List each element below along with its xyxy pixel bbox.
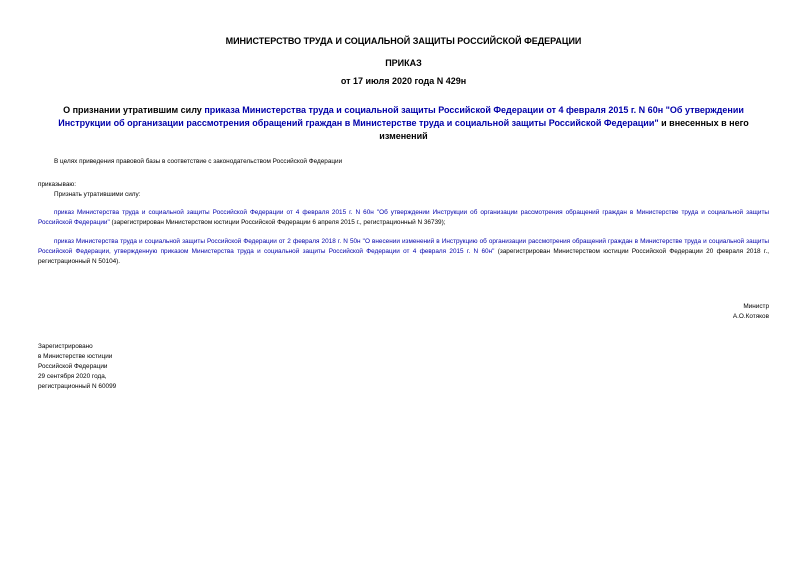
item-1-link[interactable]: приказ Министерства труда и социальной защиты Российской Федерации от 4 февраля 2015 г. N 60н "Об утверждении Инструкции об организации рассмотрения обращений граждан в Министерстве труда и социальной защиты Российской Федерации" <box>38 209 769 226</box>
recognize-paragraph: Признать утратившими силу: <box>54 191 141 198</box>
registration-line: Российской Федерации <box>38 363 108 370</box>
title-link[interactable]: приказа Министерства труда и социальной защиты Российской Федерации от 4 февраля 2015 г. N 60н "Об утверждении Инструкции об организации рассмотрения обращений граждан в Министерстве труда и социальной защиты Российской Федерации" <box>58 105 744 128</box>
repealed-item-1 <box>38 208 769 228</box>
registration-line: 29 сентября 2020 года, <box>38 373 107 380</box>
registration-line: Зарегистрировано <box>38 343 93 350</box>
ministry-heading: МИНИСТЕРСТВО ТРУДА И СОЦИАЛЬНОЙ ЗАЩИТЫ РОССИЙСКОЙ ФЕДЕРАЦИИ <box>225 36 582 46</box>
registration-block <box>38 342 238 392</box>
item-2-link[interactable]: приказ Министерства труда и социальной защиты Российской Федерации от 2 февраля 2018 г. N 50н "О внесении изменений в Инструкцию об организации рассмотрения обращений граждан в Министерстве труда и социальной защиты Российской Федерации, утвержденную приказом Министерства труда и социальной защиты Российской Федерации от 4 февраля 2015 г. N 60н" <box>38 238 769 255</box>
registration-line: в Министерстве юстиции <box>38 353 113 360</box>
title-suffix: и внесенных в него изменений <box>379 118 749 141</box>
signature-position: Министр <box>743 303 769 310</box>
item-1-tail: (зарегистрирован Министерством юстиции Российской Федерации 6 апреля 2015 г., регистрационный N 36739); <box>109 219 446 226</box>
intro-paragraph: В целях приведения правовой базы в соответствие с законодательством Российской Федерации <box>54 158 343 165</box>
repealed-item-2 <box>38 237 769 267</box>
document-date-number: от 17 июля 2020 года N 429н <box>340 76 467 86</box>
title-prefix: О признании утратившим силу <box>63 105 205 115</box>
signature-name: А.О.Котяков <box>732 313 769 320</box>
document-type: ПРИКАЗ <box>385 58 422 68</box>
registration-line: регистрационный N 60099 <box>38 383 117 390</box>
order-word: приказываю: <box>38 181 76 188</box>
item-2-tail: (зарегистрирован Министерством юстиции Российской Федерации 20 февраля 2018 г., регистрационный N 50104). <box>38 248 769 265</box>
document-title <box>38 104 769 143</box>
